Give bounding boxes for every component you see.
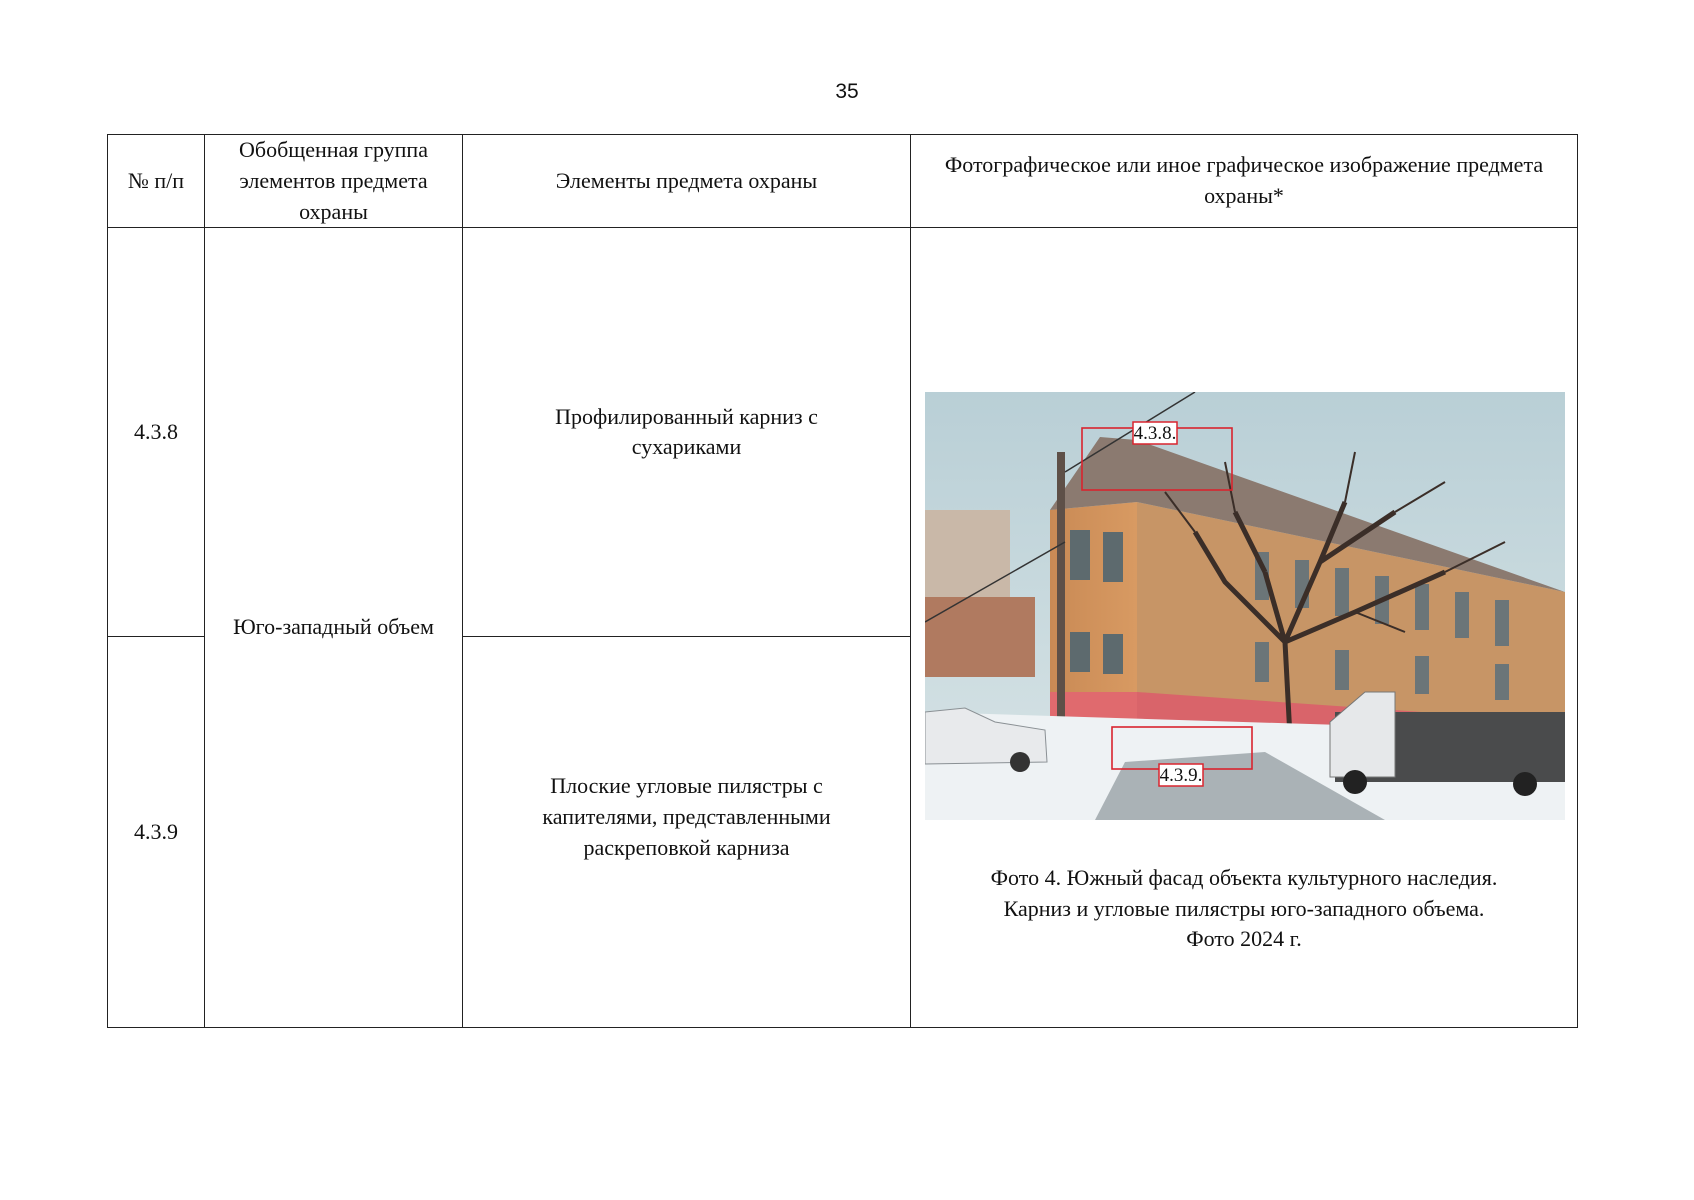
page-number: 35 [835, 80, 859, 103]
row-num-cell: 4.3.9 [108, 637, 205, 1028]
header-image: Фотографическое или иное графическое изображение предмета охраны* [911, 135, 1578, 228]
table-row [108, 228, 1578, 637]
building-photo [925, 392, 1565, 820]
header-num: № п/п [108, 135, 205, 228]
header-row [108, 135, 1578, 228]
left-lower-building [925, 597, 1035, 677]
protection-table [107, 134, 1578, 1028]
element-cell: Профилированный карниз с сухариками [463, 228, 911, 637]
caption-line-2: Карниз и угловые пилястры юго-западного объема. [1003, 895, 1485, 921]
group-cell: Юго-западный объем [205, 228, 463, 1028]
photo-caption [911, 863, 1577, 954]
header-group: Обобщенная группа элементов предмета охраны [205, 135, 463, 228]
row-num-cell: 4.3.8 [108, 228, 205, 637]
caption-line-3: Фото 2024 г. [1186, 926, 1302, 952]
marker-label-4-3-9: 4.3.9. [1159, 765, 1203, 787]
element-cell: Плоские угловые пилястры с капителями, представленными раскреповкой карниза [463, 637, 911, 1028]
caption-line-1: Фото 4. Южный фасад объекта культурного наследия. [990, 865, 1498, 891]
header-elements: Элементы предмета охраны [463, 135, 911, 228]
photo-cell [911, 228, 1578, 1028]
marker-label-4-3-8: 4.3.8. [1133, 423, 1177, 445]
